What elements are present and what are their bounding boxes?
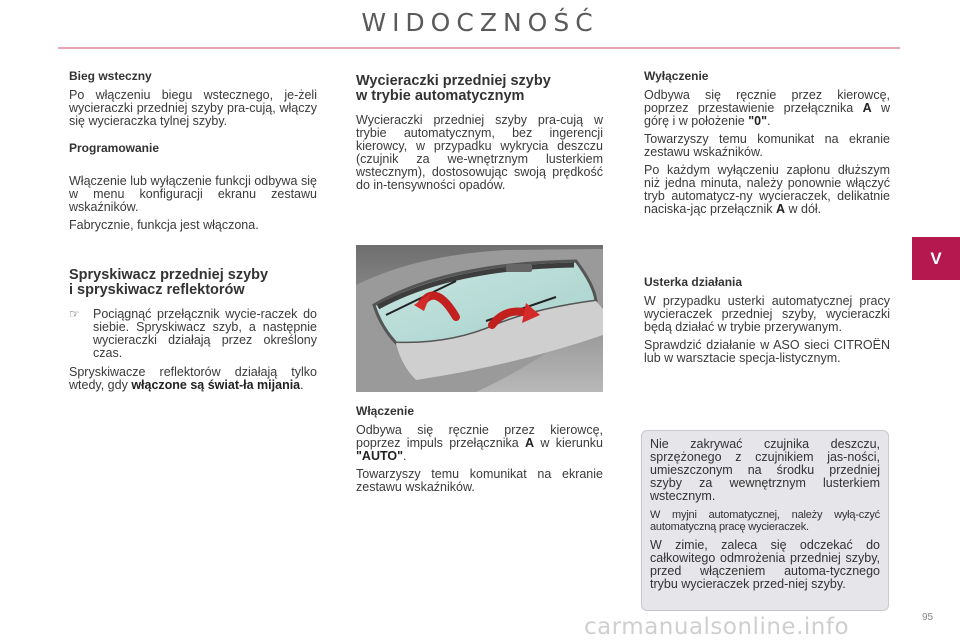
page-title: WIDOCZNOŚĆ (361, 8, 599, 37)
heading-auto-wipers (356, 74, 603, 104)
text-factory-setting: Fabrycznie, funkcja jest włączona. (69, 218, 259, 232)
page-number: 95 (922, 612, 934, 623)
heading-reverse-gear: Bieg wsteczny (69, 69, 152, 83)
text-deactivation: Odbywa się ręcznie przez kierowcę, poprzez przestawienie przełącznika A w górę i w położenie "0". (644, 88, 891, 128)
note-car-wash: W myjni automatycznej, należy wyłą-czyć automatyczną pracę wycieraczek. (650, 509, 880, 533)
column-right (644, 70, 890, 221)
text-auto-wipers-intro: Wycieraczki przedniej szyby pra-cują w trybie automatycznym, bez ingerencji kierowcy, w przypadku wykrycia deszczu (czujnik za we-wnętrznym lusterkiem wstecznym), dostosowując swoją prędkość do in-tensywności opadów. (356, 113, 603, 192)
text-deactivation-message: Towarzyszy temu komunikat na ekranie zestawu wskaźników. (644, 132, 890, 159)
chapter-tab[interactable]: V (912, 237, 960, 280)
pointing-hand-icon: ☞ (69, 307, 80, 321)
text-fault: W przypadku usterki automatycznej pracy wycieraczek przedniej szyby, wycieraczki będą działać w trybie przerywanym. (644, 294, 890, 334)
heading-auto-wipers-line1: Wycieraczki przedniej szyby (356, 73, 551, 89)
note-rain-sensor: Nie zakrywać czujnika deszczu, sprzężonego z czujnikiem jas-ności, umieszczonym na środku przedniej szyby za wewnętrznym lusterkiem wstecznym. (650, 437, 880, 503)
list-item (69, 308, 317, 360)
column-left (69, 70, 317, 397)
rain-sensor-housing (506, 264, 532, 272)
text-washer-instruction: Pociągnąć przełącznik wycie-raczek do siebie. Spryskiwacz szyb, a następnie wycieraczki działają przez określony czas. (93, 307, 317, 360)
text-reactivation: Po każdym wyłączeniu zapłonu dłuższym niż jedna minuta, należy ponownie włączyć tryb automatycz-ny wycieraczek, delikatnie naciska-jąc przełącznik A w dół. (644, 163, 890, 216)
windscreen-illustration (356, 245, 603, 392)
text-programming: Włączenie lub wyłączenie funkcji odbywa się w menu konfiguracji ekranu zestawu wskaźników. (69, 174, 317, 214)
text-fault-service: Sprawdzić działanie w ASO sieci CITROËN lub w warsztacie specja-listycznym. (644, 338, 890, 365)
column-middle-lower (356, 405, 603, 499)
windscreen-drawing (356, 245, 603, 392)
watermark: carmanualsonline.info (584, 614, 850, 640)
heading-washer (69, 268, 317, 298)
heading-programming: Programowanie (69, 141, 160, 155)
text-reverse-gear: Po włączeniu biegu wstecznego, je-żeli wycieraczki przedniej szyby pra-cują, włączy się wycieraczka tylnej szyby. (69, 88, 317, 128)
heading-washer-line2: i spryskiwacz reflektorów (69, 282, 245, 298)
column-middle (356, 74, 603, 197)
heading-deactivation: Wyłączenie (644, 69, 709, 83)
text-activation: Odbywa się ręcznie przez kierowcę, poprzez impuls przełącznika A w kierunku "AUTO". (356, 423, 603, 463)
text-activation-message: Towarzyszy temu komunikat na ekranie zestawu wskaźników. (356, 467, 603, 494)
text-headlamp-washer: Spryskiwacze reflektorów działają tylko wtedy, gdy włączone są świat-ła mijania. (69, 365, 317, 392)
warning-note-box (641, 430, 889, 611)
heading-auto-wipers-line2: w trybie automatycznym (356, 88, 525, 104)
note-winter: W zimie, zaleca się odczekać do całkowitego odmrożenia przedniej szyby, przed włączeniem automa-tycznego trybu wycieraczek przed-niej szyby. (650, 538, 880, 591)
heading-fault: Usterka działania (644, 275, 743, 289)
title-divider (58, 47, 900, 49)
heading-washer-line1: Spryskiwacz przedniej szyby (69, 267, 269, 283)
column-right-fault (644, 276, 890, 370)
heading-activation: Włączenie (356, 404, 415, 418)
